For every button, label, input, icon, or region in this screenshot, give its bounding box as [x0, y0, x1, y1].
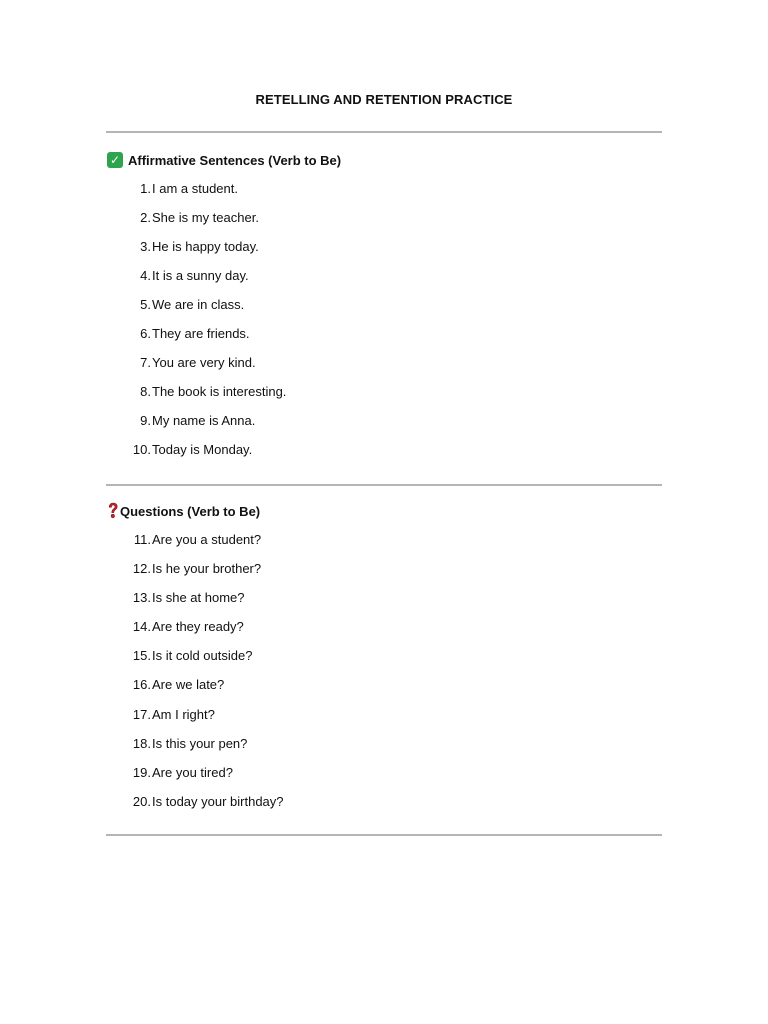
item-number: 14. — [132, 619, 151, 634]
item-number: 2. — [140, 210, 151, 225]
item-number: 4. — [140, 268, 151, 283]
item-text: My name is Anna. — [152, 413, 256, 428]
section-heading-affirmative — [107, 151, 341, 169]
list-item — [126, 297, 244, 313]
item-text: Today is Monday. — [152, 442, 253, 457]
item-number: 3. — [140, 239, 151, 254]
list-item — [126, 239, 259, 255]
list-item — [126, 210, 259, 226]
red-question-mark-icon — [107, 502, 119, 520]
list-item — [126, 326, 250, 342]
list-item — [126, 590, 245, 606]
item-text: Is today your birthday? — [152, 794, 284, 809]
list-item — [126, 532, 261, 548]
item-text: It is a sunny day. — [152, 268, 249, 283]
item-text: I am a student. — [152, 181, 238, 196]
item-text: We are in class. — [152, 297, 245, 312]
check-mark-icon: ✓ — [107, 152, 123, 168]
divider — [106, 131, 662, 133]
list-item — [126, 268, 249, 284]
item-text: You are very kind. — [152, 355, 256, 370]
list-item — [126, 442, 252, 458]
section-heading-questions — [107, 502, 260, 520]
list-item — [126, 794, 284, 810]
item-number: 17. — [132, 707, 151, 722]
item-number: 1. — [140, 181, 151, 196]
item-number: 19. — [132, 765, 151, 780]
divider — [106, 834, 662, 836]
item-text: Are you tired? — [152, 765, 233, 780]
item-number: 15. — [132, 648, 151, 663]
item-number: 5. — [140, 297, 151, 312]
section-heading-text: Affirmative Sentences (Verb to Be) — [128, 152, 342, 168]
item-text: Are we late? — [152, 677, 225, 692]
list-item — [126, 413, 255, 429]
item-number: 7. — [140, 355, 151, 370]
item-number: 20. — [132, 794, 151, 809]
item-number: 11. — [133, 532, 151, 547]
list-item — [126, 648, 252, 664]
list-item — [126, 677, 224, 693]
item-text: They are friends. — [152, 326, 250, 341]
list-item — [126, 384, 286, 400]
page-title: RETELLING AND RETENTION PRACTICE — [255, 92, 513, 107]
item-text: Is this your pen? — [152, 736, 248, 751]
item-text: He is happy today. — [152, 239, 259, 254]
list-item — [126, 355, 256, 371]
list-item — [126, 707, 215, 723]
list-item — [126, 765, 233, 781]
item-text: Is she at home? — [152, 590, 245, 605]
list-item — [126, 561, 261, 577]
list-item — [126, 619, 244, 635]
item-text: Are you a student? — [152, 532, 262, 547]
item-text: Are they ready? — [152, 619, 244, 634]
section-heading-text: Questions (Verb to Be) — [120, 503, 261, 519]
item-text: Is it cold outside? — [152, 648, 253, 663]
item-number: 13. — [132, 590, 151, 605]
item-number: 9. — [140, 413, 151, 428]
item-number: 12. — [132, 561, 151, 576]
item-number: 16. — [132, 677, 151, 692]
divider — [106, 484, 662, 486]
list-item — [126, 736, 247, 752]
item-number: 18. — [132, 736, 151, 751]
item-number: 8. — [140, 384, 151, 399]
item-number: 6. — [140, 326, 151, 341]
item-text: The book is interesting. — [152, 384, 287, 399]
item-number: 10. — [132, 442, 151, 457]
item-text: She is my teacher. — [152, 210, 259, 225]
list-item — [126, 181, 238, 197]
item-text: Am I right? — [152, 707, 215, 722]
item-text: Is he your brother? — [152, 561, 262, 576]
